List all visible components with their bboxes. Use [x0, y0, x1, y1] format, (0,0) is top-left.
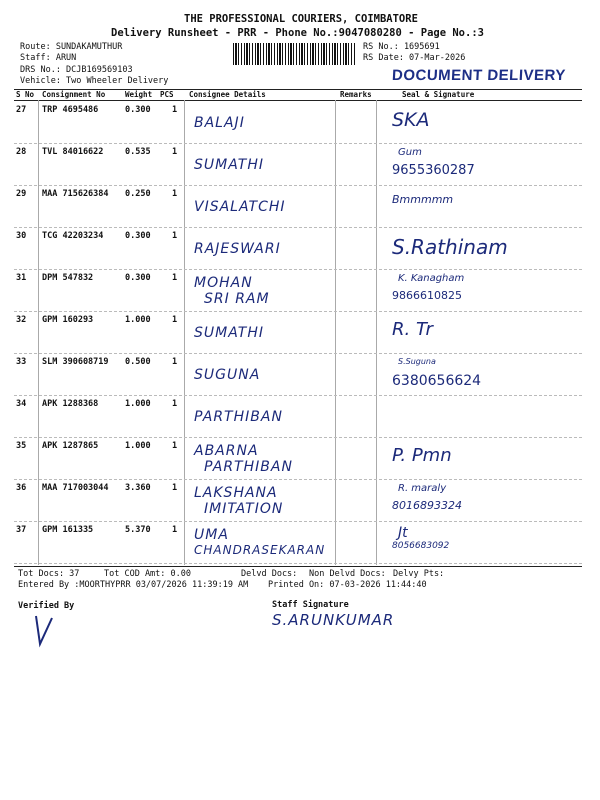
row-weight: 1.000: [125, 399, 151, 409]
row-sno: 27: [16, 105, 27, 115]
consignee-handwritten: UMA: [194, 527, 229, 543]
col-divider: [38, 100, 39, 565]
row-weight: 1.000: [125, 441, 151, 451]
drs-label: DRS No.: DCJB169569103: [20, 65, 133, 75]
row-divider: [14, 353, 582, 354]
recipient-signature: Jt: [398, 525, 408, 541]
staff-signature-label: Staff Signature: [272, 600, 349, 610]
row-pcs: 1: [172, 357, 178, 367]
consignee-handwritten: RAJESWARI: [194, 241, 281, 257]
row-pcs: 1: [172, 483, 178, 493]
row-pcs: 1: [172, 315, 178, 325]
consignee-handwritten: ABARNA: [194, 443, 259, 459]
recipient-signature: R. Tr: [392, 319, 433, 340]
recipient-signature: R. maraly: [398, 483, 447, 494]
row-divider: [14, 311, 582, 312]
col-divider: [184, 100, 185, 565]
row-pcs: 1: [172, 273, 178, 283]
row-sno: 37: [16, 525, 27, 535]
table-bottom-rule: [14, 566, 582, 567]
consignee-handwritten: VISALATCHI: [194, 199, 286, 215]
barcode: [233, 43, 355, 65]
recipient-signature: 8016893324: [392, 499, 462, 512]
row-consignment-no: TCG 42203234: [42, 231, 104, 241]
row-sno: 31: [16, 273, 27, 283]
row-sno: 36: [16, 483, 27, 493]
row-divider: [14, 185, 582, 186]
col-consignee: Consignee Details: [189, 90, 266, 99]
recipient-signature: Gum: [398, 147, 422, 158]
consignee-handwritten: SRI RAM: [204, 291, 270, 307]
entered-by: Entered By :MOORTHYPRR 03/07/2026 11:39:19 AM: [18, 580, 249, 590]
delivery-points: Delvy Pts:: [393, 569, 445, 579]
recipient-signature: S.Suguna: [398, 357, 436, 366]
staff-signature-value: S.ARUNKUMAR: [272, 611, 395, 629]
row-divider: [14, 143, 582, 144]
total-docs: Tot Docs: 37: [18, 569, 80, 579]
row-divider: [14, 437, 582, 438]
table-header-rule: [14, 100, 582, 101]
row-weight: 0.300: [125, 273, 151, 283]
recipient-signature: Bmmmmm: [392, 193, 454, 206]
row-pcs: 1: [172, 147, 178, 157]
row-consignment-no: GPM 161335: [42, 525, 94, 535]
consignee-handwritten: PARTHIBAN: [194, 409, 283, 425]
recipient-signature: 8056683092: [392, 541, 450, 551]
row-consignment-no: SLM 390608719: [42, 357, 109, 367]
recipient-signature: 9866610825: [392, 289, 462, 302]
staff-label: Staff: ARUN: [20, 53, 77, 63]
col-divider: [376, 100, 377, 565]
row-weight: 0.300: [125, 231, 151, 241]
row-sno: 30: [16, 231, 27, 241]
col-seal: Seal & Signature: [402, 90, 475, 99]
row-sno: 32: [16, 315, 27, 325]
row-divider: [14, 395, 582, 396]
row-sno: 28: [16, 147, 27, 157]
recipient-signature: P. Pmn: [392, 445, 452, 466]
row-divider: [14, 563, 582, 564]
row-consignment-no: APK 1288368: [42, 399, 99, 409]
company-title: THE PROFESSIONAL COURIERS, COIMBATORE: [184, 13, 418, 25]
recipient-signature: 9655360287: [392, 163, 475, 178]
row-consignment-no: GPM 160293: [42, 315, 94, 325]
consignee-handwritten: IMITATION: [204, 501, 284, 517]
row-weight: 5.370: [125, 525, 151, 535]
row-divider: [14, 269, 582, 270]
vehicle-label: Vehicle: Two Wheeler Delivery: [20, 76, 169, 86]
row-weight: 3.360: [125, 483, 151, 493]
recipient-signature: 6380656624: [392, 373, 482, 389]
row-pcs: 1: [172, 231, 178, 241]
rs-date: RS Date: 07-Mar-2026: [363, 53, 466, 63]
row-consignment-no: TRP 4695486: [42, 105, 99, 115]
recipient-signature: SKA: [392, 109, 430, 131]
row-consignment-no: DPM 547832: [42, 273, 94, 283]
col-weight: Weight: [125, 90, 153, 99]
row-sno: 34: [16, 399, 27, 409]
col-remarks: Remarks: [340, 90, 372, 99]
col-divider: [335, 100, 336, 565]
col-sno: S No: [16, 90, 35, 99]
runsheet-subtitle: Delivery Runsheet - PRR - Phone No.:9047080280 - Page No.:3: [111, 27, 484, 39]
consignee-handwritten: LAKSHANA: [194, 485, 278, 501]
verified-by-label: Verified By: [18, 601, 75, 611]
total-cod: Tot COD Amt: 0.00: [104, 569, 191, 579]
delivered-docs: Delvd Docs:: [241, 569, 298, 579]
row-weight: 0.250: [125, 189, 151, 199]
row-sno: 35: [16, 441, 27, 451]
row-consignment-no: MAA 715626384: [42, 189, 109, 199]
consignee-handwritten: BALAJI: [194, 115, 245, 131]
row-pcs: 1: [172, 441, 178, 451]
row-divider: [14, 479, 582, 480]
row-divider: [14, 521, 582, 522]
row-sno: 33: [16, 357, 27, 367]
row-divider: [14, 227, 582, 228]
recipient-signature: S.Rathinam: [392, 235, 508, 259]
row-weight: 0.500: [125, 357, 151, 367]
non-delivered-docs: Non Delvd Docs:: [309, 569, 386, 579]
route-label: Route: SUNDAKAMUTHUR: [20, 42, 123, 52]
row-pcs: 1: [172, 105, 178, 115]
recipient-signature: K. Kanagham: [398, 273, 465, 284]
col-pcs: PCS: [160, 90, 174, 99]
consignee-handwritten: SUMATHI: [194, 325, 264, 341]
verified-signature-mark: [28, 612, 58, 648]
printed-on: Printed On: 07-03-2026 11:44:40: [268, 580, 427, 590]
consignee-handwritten: PARTHIBAN: [204, 459, 293, 475]
row-weight: 0.535: [125, 147, 151, 157]
consignee-handwritten: MOHAN: [194, 275, 253, 291]
row-weight: 1.000: [125, 315, 151, 325]
row-pcs: 1: [172, 525, 178, 535]
consignee-handwritten: SUGUNA: [194, 367, 261, 383]
consignee-handwritten: SUMATHI: [194, 157, 264, 173]
consignee-handwritten: CHANDRASEKARAN: [194, 543, 326, 557]
row-sno: 29: [16, 189, 27, 199]
rs-no: RS No.: 1695691: [363, 42, 440, 52]
row-pcs: 1: [172, 189, 178, 199]
row-consignment-no: TVL 84016622: [42, 147, 104, 157]
row-consignment-no: MAA 717003044: [42, 483, 109, 493]
row-weight: 0.300: [125, 105, 151, 115]
row-pcs: 1: [172, 399, 178, 409]
document-delivery-stamp: DOCUMENT DELIVERY: [391, 67, 567, 84]
row-consignment-no: APK 1287865: [42, 441, 99, 451]
col-consignment: Consignment No: [42, 90, 106, 99]
